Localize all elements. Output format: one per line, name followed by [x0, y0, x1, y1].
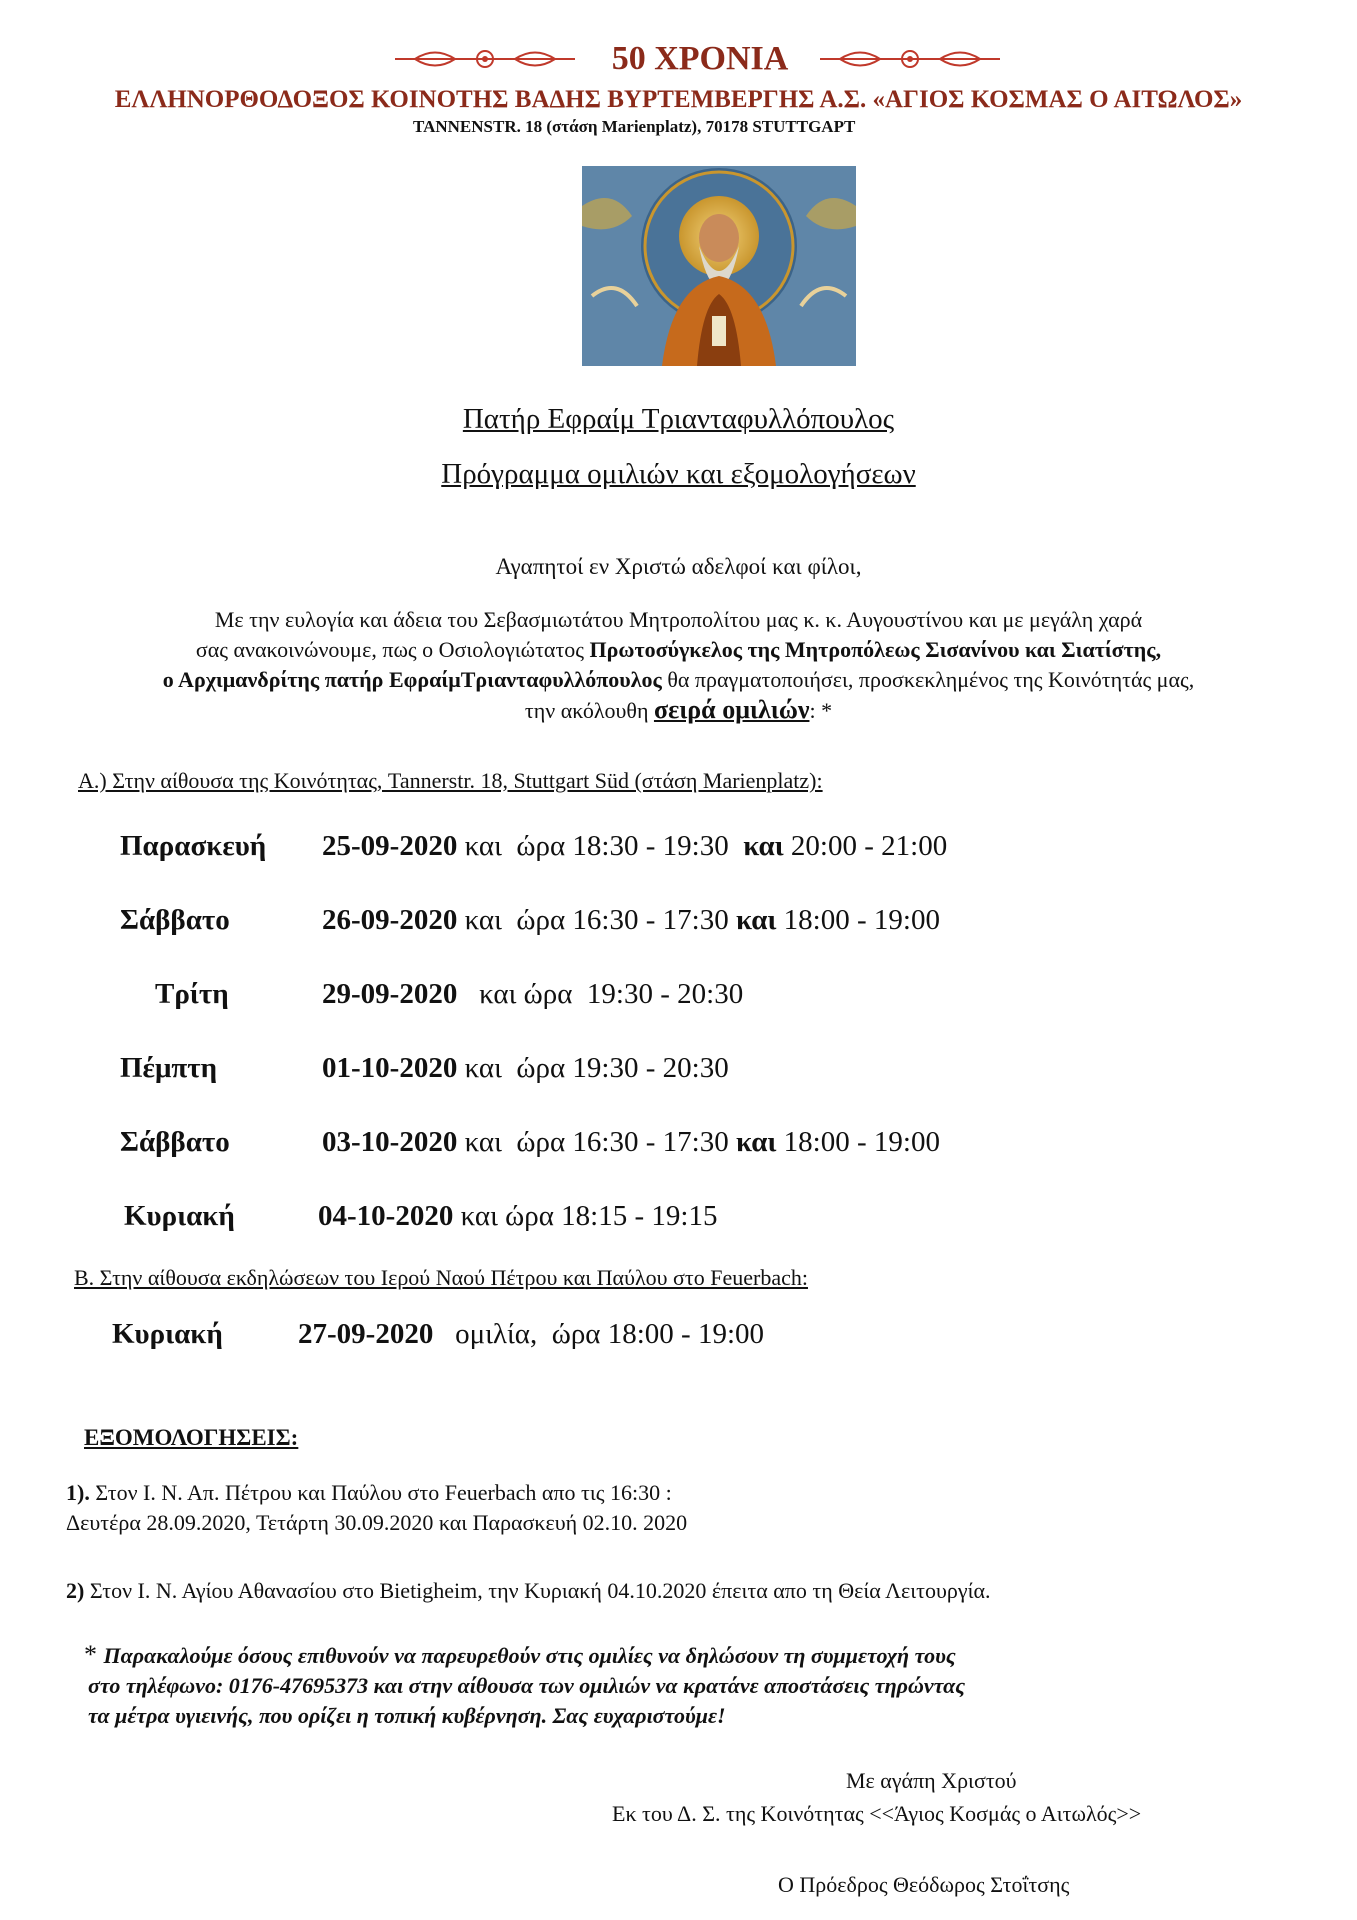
schedule-time: 29-09-2020 και ώρα 19:30 - 20:30	[322, 978, 744, 1010]
signoff-line-3: Ο Πρόεδρος Θεόδωρος Στοΐτσης	[778, 1872, 1070, 1897]
schedule-day: Πέμπτη	[120, 1052, 218, 1084]
page-subtitle: Πρόγραμμα ομιλιών και εξομολογήσεων	[441, 458, 916, 490]
intro-paragraph	[0, 605, 1357, 726]
schedule-time: 03-10-2020 και ώρα 16:30 - 17:30 και 18:00 - 19:00	[322, 1126, 940, 1158]
confession-item-1: 1). Στον Ι. Ν. Απ. Πέτρου και Παύλου στο Feuerbach απο τις 16:30 : Δευτέρα 28.09.2020, Τετάρτη 30.09.2020 και Παρασκευή 02.10. 2020	[66, 1480, 688, 1535]
anniversary-title: 50 ΧΡΟΝΙΑ	[611, 40, 789, 77]
intro-line-2: σας ανακοινώνουμε, πως ο Οσιολογιώτατος Πρωτοσύγκελος της Μητροπόλεως Σισανίνου και Σιατίστης,	[195, 637, 1162, 662]
confessions-heading: ΕΞΟΜΟΛΟΓΗΣΕΙΣ:	[84, 1425, 299, 1450]
signoff-line-2: Εκ του Δ. Σ. της Κοινότητας <<Άγιος Κοσμάς ο Αιτωλός>>	[612, 1801, 1142, 1826]
intro-line-4: την ακόλουθη σειρά ομιλιών: *	[524, 695, 833, 724]
signoff-line-1: Με αγάπη Χριστού	[846, 1768, 1017, 1793]
schedule-day: Παρασκευή	[120, 830, 267, 862]
schedule-time: 25-09-2020 και ώρα 18:30 - 19:30 και 20:00 - 21:00	[322, 830, 948, 862]
page-title: Πατήρ Εφραίμ Τριανταφυλλόπουλος	[462, 403, 895, 435]
notice-paragraph: * Παρακαλούμε όσους επιθυνούν να παρευρεθούν στις ομιλίες να δηλώσουν τη συμμετοχή τους στο τηλέφωνο: 0176-47695373 και στην αίθουσα των ομιλιών να κρατάνε αποστάσεις τηρώντας τα μέτρα υγιεινής, που ορίζει η τοπική κυβέρνηση. Σας ευχαριστούμε!	[84, 1640, 966, 1728]
right-ornament-icon	[820, 44, 1000, 74]
schedule-time: 01-10-2020 και ώρα 19:30 - 20:30	[322, 1052, 729, 1084]
left-ornament-icon	[395, 44, 575, 74]
section-b-time: 27-09-2020 ομιλία, ώρα 18:00 - 19:00	[298, 1318, 765, 1350]
schedule-time: 04-10-2020 και ώρα 18:15 - 19:15	[318, 1200, 718, 1232]
saint-kosmas-icon	[582, 166, 856, 366]
schedule-day: Σάββατο	[120, 904, 230, 936]
intro-line-1: Με την ευλογία και άδεια του Σεβασμιωτάτου Μητροπολίτου μας κ. κ. Αυγουστίνου και με μεγάλη χαρά	[214, 607, 1143, 632]
confession-item-2: 2) Στον Ι. Ν. Αγίου Αθανασίου στο Bietigheim, την Κυριακή 04.10.2020 έπειτα απο τη Θεία Λειτουργία.	[66, 1578, 991, 1603]
schedule-day: Τρίτη	[155, 978, 229, 1010]
greeting: Αγαπητοί εν Χριστώ αδελφοί και φίλοι,	[495, 554, 862, 579]
schedule-day: Κυριακή	[124, 1200, 235, 1232]
section-b-day: Κυριακή	[112, 1318, 223, 1350]
schedule-day: Σάββατο	[120, 1126, 230, 1158]
community-address: TANNENSTR. 18 (στάση Marienplatz), 70178 STUTTGAPT	[413, 117, 856, 136]
schedule-time: 26-09-2020 και ώρα 16:30 - 17:30 και 18:00 - 19:00	[322, 904, 940, 936]
community-name: ΕΛΛΗΝΟΡΘΟΔΟΞΟΣ ΚΟΙΝΟΤΗΣ ΒΑΔΗΣ ΒΥΡΤΕΜΒΕΡΓΗΣ Α.Σ. «ΑΓΙΟΣ ΚΟΣΜΑΣ Ο ΑΙΤΩΛΟΣ»	[114, 86, 1243, 113]
section-a-heading: Α.) Στην αίθουσα της Κοινότητας, Tannerstr. 18, Stuttgart Süd (στάση Marienplatz):	[78, 768, 823, 793]
intro-line-3: ο Αρχιμανδρίτης πατήρ ΕφραίμΤριανταφυλλόπουλος θα πραγματοποιήσει, προσκεκλημένος της Κοινότητάς μας,	[162, 667, 1195, 692]
section-b-heading: Β. Στην αίθουσα εκδηλώσεων του Ιερού Ναού Πέτρου και Παύλου στο Feuerbach:	[74, 1265, 808, 1290]
